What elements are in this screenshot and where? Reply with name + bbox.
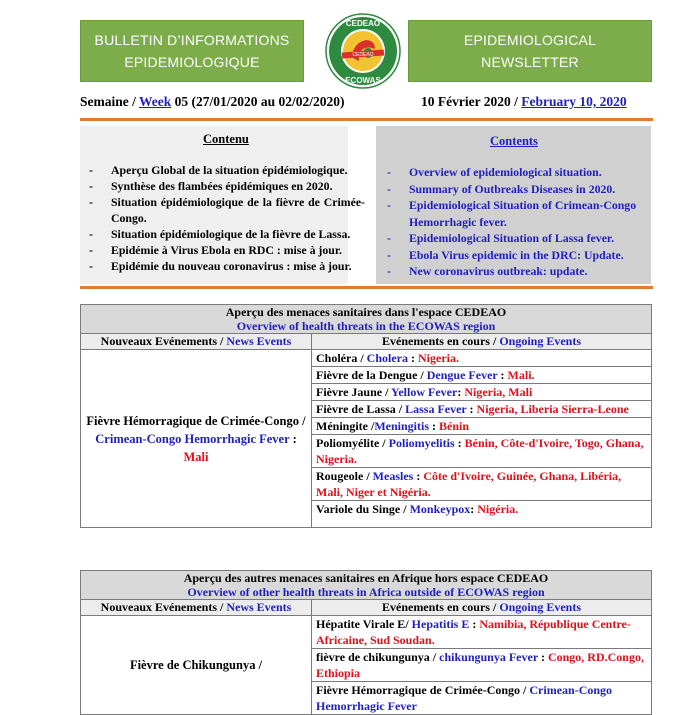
table-row (312, 418, 652, 435)
event-name-en: Meningitis (374, 419, 429, 433)
bulletin-date (421, 94, 627, 110)
contents-en-item: - Summary of Outbreaks Diseases in 2020. (387, 181, 649, 198)
event-name-en: Dengue Fever (426, 368, 498, 382)
ongoing-header-fr: Evénements en cours / (381, 334, 500, 348)
new-event-country: Mali (183, 449, 209, 464)
divider-top (80, 118, 653, 121)
contents-fr-item: - Epidémie du nouveau coronavirus : mise à jour. (89, 258, 365, 274)
ongoing-header-fr: Evénements en cours / (381, 600, 500, 614)
table-row (312, 367, 652, 384)
event-name-fr: Fièvre de Lassa / (316, 402, 406, 416)
event-name-fr: Fièvre de la Dengue / (316, 368, 427, 382)
new-event-en: Crimean-Congo Hemorrhagic Fever (95, 431, 290, 446)
event-name-en: Measles (372, 469, 414, 483)
event-sep: : (413, 469, 424, 483)
week-label-fr: Semaine / (80, 94, 140, 109)
event-sep: : (457, 385, 465, 399)
table-row (312, 501, 652, 528)
event-countries: Namibia, République Centre- Africaine, Sud Soudan. (316, 617, 631, 647)
contents-en-item: - Ebola Virus epidemic in the DRC: Update. (387, 247, 649, 264)
event-name-en: Hepatitis E (411, 617, 470, 631)
logo-top-text: CEDEAO (345, 19, 381, 28)
table-row (312, 435, 652, 468)
header-title-fr: BULLETIN D’INFORMATIONS EPIDEMIOLOGIQUE (80, 20, 304, 82)
new-header-en: News Events (226, 334, 292, 348)
new-header-fr: Nouveaux Evénements / (100, 600, 227, 614)
event-name-fr: fièvre de chikungunya / (316, 650, 440, 664)
table1-ongoing-header (312, 334, 652, 350)
table-row (312, 682, 652, 715)
table-row (312, 350, 652, 367)
event-name-fr: Fièvre Hémorragique de Crimée-Congo / (316, 683, 530, 697)
event-countries: Nigéria. (477, 502, 519, 516)
event-name-fr: Rougeole / (316, 469, 373, 483)
table2-ongoing-header (312, 600, 652, 616)
event-countries: Bénin, Côte-d'Ivoire, Togo, Ghana, Nigeria. (316, 436, 644, 466)
ongoing-header-en: Ongoing Events (499, 334, 581, 348)
event-countries: Nigeria, Liberia Sierra-Leone (476, 402, 629, 416)
table-row (312, 649, 652, 682)
event-countries: Côte d'Ivoire, Guinée, Ghana, Libéria, Mali, Niger et Nigéria. (316, 469, 622, 499)
event-sep: : (454, 436, 465, 450)
ongoing-header-en: Ongoing Events (499, 600, 581, 614)
event-sep: : (537, 650, 548, 664)
header-title-en: EPIDEMIOLOGICAL NEWSLETTER (408, 20, 652, 82)
table2-new-event (81, 616, 312, 715)
event-sep: : (497, 368, 508, 382)
event-name-fr: Méningite / (316, 419, 375, 433)
table1-title (81, 305, 652, 334)
contents-fr-item: - Situation épidémiologique de la fièvre de Crimée-Congo. (89, 194, 365, 226)
table2-new-header (81, 600, 312, 616)
date-en: February 10, 2020 (521, 94, 627, 109)
new-event-fr: Fièvre Hémorragique de Crimée-Congo / (86, 413, 306, 428)
table2-title-en: Overview of other health threats in Africa outside of ECOWAS region (187, 585, 545, 599)
new-header-fr: Nouveaux Evénements / (100, 334, 227, 348)
contents-en-item: - New coronavirus outbreak: update. (387, 263, 649, 280)
table-row (312, 384, 652, 401)
ecowas-logo (325, 13, 401, 89)
new-event-fr: Fièvre de Chikungunya / (129, 658, 263, 672)
logo-band-text: CEDEAO (352, 52, 374, 58)
table1-new-header (81, 334, 312, 350)
event-countries: Bénin (439, 419, 470, 433)
event-name-fr: Variole du Singe / (316, 502, 410, 516)
event-sep: : (429, 419, 439, 433)
event-name-en: Yellow Fever (391, 385, 458, 399)
table-row (312, 401, 652, 418)
new-event-sep: : (289, 431, 297, 446)
event-countries: Nigeria, Mali (464, 385, 533, 399)
event-sep: : (469, 617, 480, 631)
event-name-en: Crimean-Congo Hemorrhagic Fever (316, 683, 613, 713)
event-name-en: Poliomyelitis (388, 436, 455, 450)
contents-en-item: - Epidemiological Situation of Crimean-Congo Hemorrhagic fever. (387, 197, 649, 230)
event-countries: Mali. (507, 368, 535, 382)
event-name-fr: Hépatite Virale E/ (316, 617, 412, 631)
contents-fr-item: - Synthèse des flambées épidémiques en 2020. (89, 178, 365, 194)
event-countries: Nigeria. (418, 351, 459, 365)
event-sep: : (466, 402, 477, 416)
table2-title (81, 571, 652, 600)
event-name-en: Cholera (366, 351, 408, 365)
week-info (80, 94, 345, 110)
africa-threats-table (80, 570, 652, 715)
event-name-en: chikungunya Fever (439, 650, 538, 664)
table1-title-fr: Aperçu des menaces sanitaires dans l'espace CEDEAO (225, 305, 507, 319)
table-row (312, 616, 652, 649)
contents-fr-item: - Aperçu Global de la situation épidémiologique. (89, 162, 365, 178)
event-sep: : (470, 502, 478, 516)
contents-fr-title: Contenu (203, 132, 249, 146)
table1-title-en: Overview of health threats in the ECOWAS region (236, 319, 496, 333)
contents-fr-item: - Epidémie à Virus Ebola en RDC : mise à jour. (89, 242, 365, 258)
logo-bottom-text: ECOWAS (345, 76, 381, 85)
ecowas-threats-table (80, 304, 652, 528)
event-countries: Congo, RD.Congo, Ethiopia (316, 650, 644, 680)
contents-en-item: - Overview of epidemiological situation. (387, 164, 649, 181)
event-name-en: Lassa Fever (405, 402, 467, 416)
week-range: 05 (27/01/2020 au 02/02/2020) (171, 94, 345, 109)
new-header-en: News Events (226, 600, 292, 614)
event-name-fr: Fièvre Jaune / (316, 385, 391, 399)
divider-bottom (80, 286, 653, 289)
event-name-fr: Poliomyélite / (316, 436, 389, 450)
date-fr: 10 Février 2020 / (421, 94, 522, 109)
contents-en-title: Contents (490, 134, 538, 148)
event-sep: : (408, 351, 418, 365)
contents-en-item: - Epidemiological Situation of Lassa fever. (387, 230, 649, 247)
event-name-fr: Choléra / (316, 351, 367, 365)
table-row (312, 468, 652, 501)
table2-title-fr: Aperçu des autres menaces sanitaires en Afrique hors espace CEDEAO (183, 571, 549, 585)
week-label-en: Week (139, 94, 172, 109)
contents-fr-item: - Situation épidémiologique de la fièvre de Lassa. (89, 226, 365, 242)
contents-fr-list (89, 162, 365, 274)
table1-new-event (81, 350, 312, 528)
event-name-en: Monkeypox (409, 502, 471, 516)
contents-en-list (387, 164, 649, 280)
